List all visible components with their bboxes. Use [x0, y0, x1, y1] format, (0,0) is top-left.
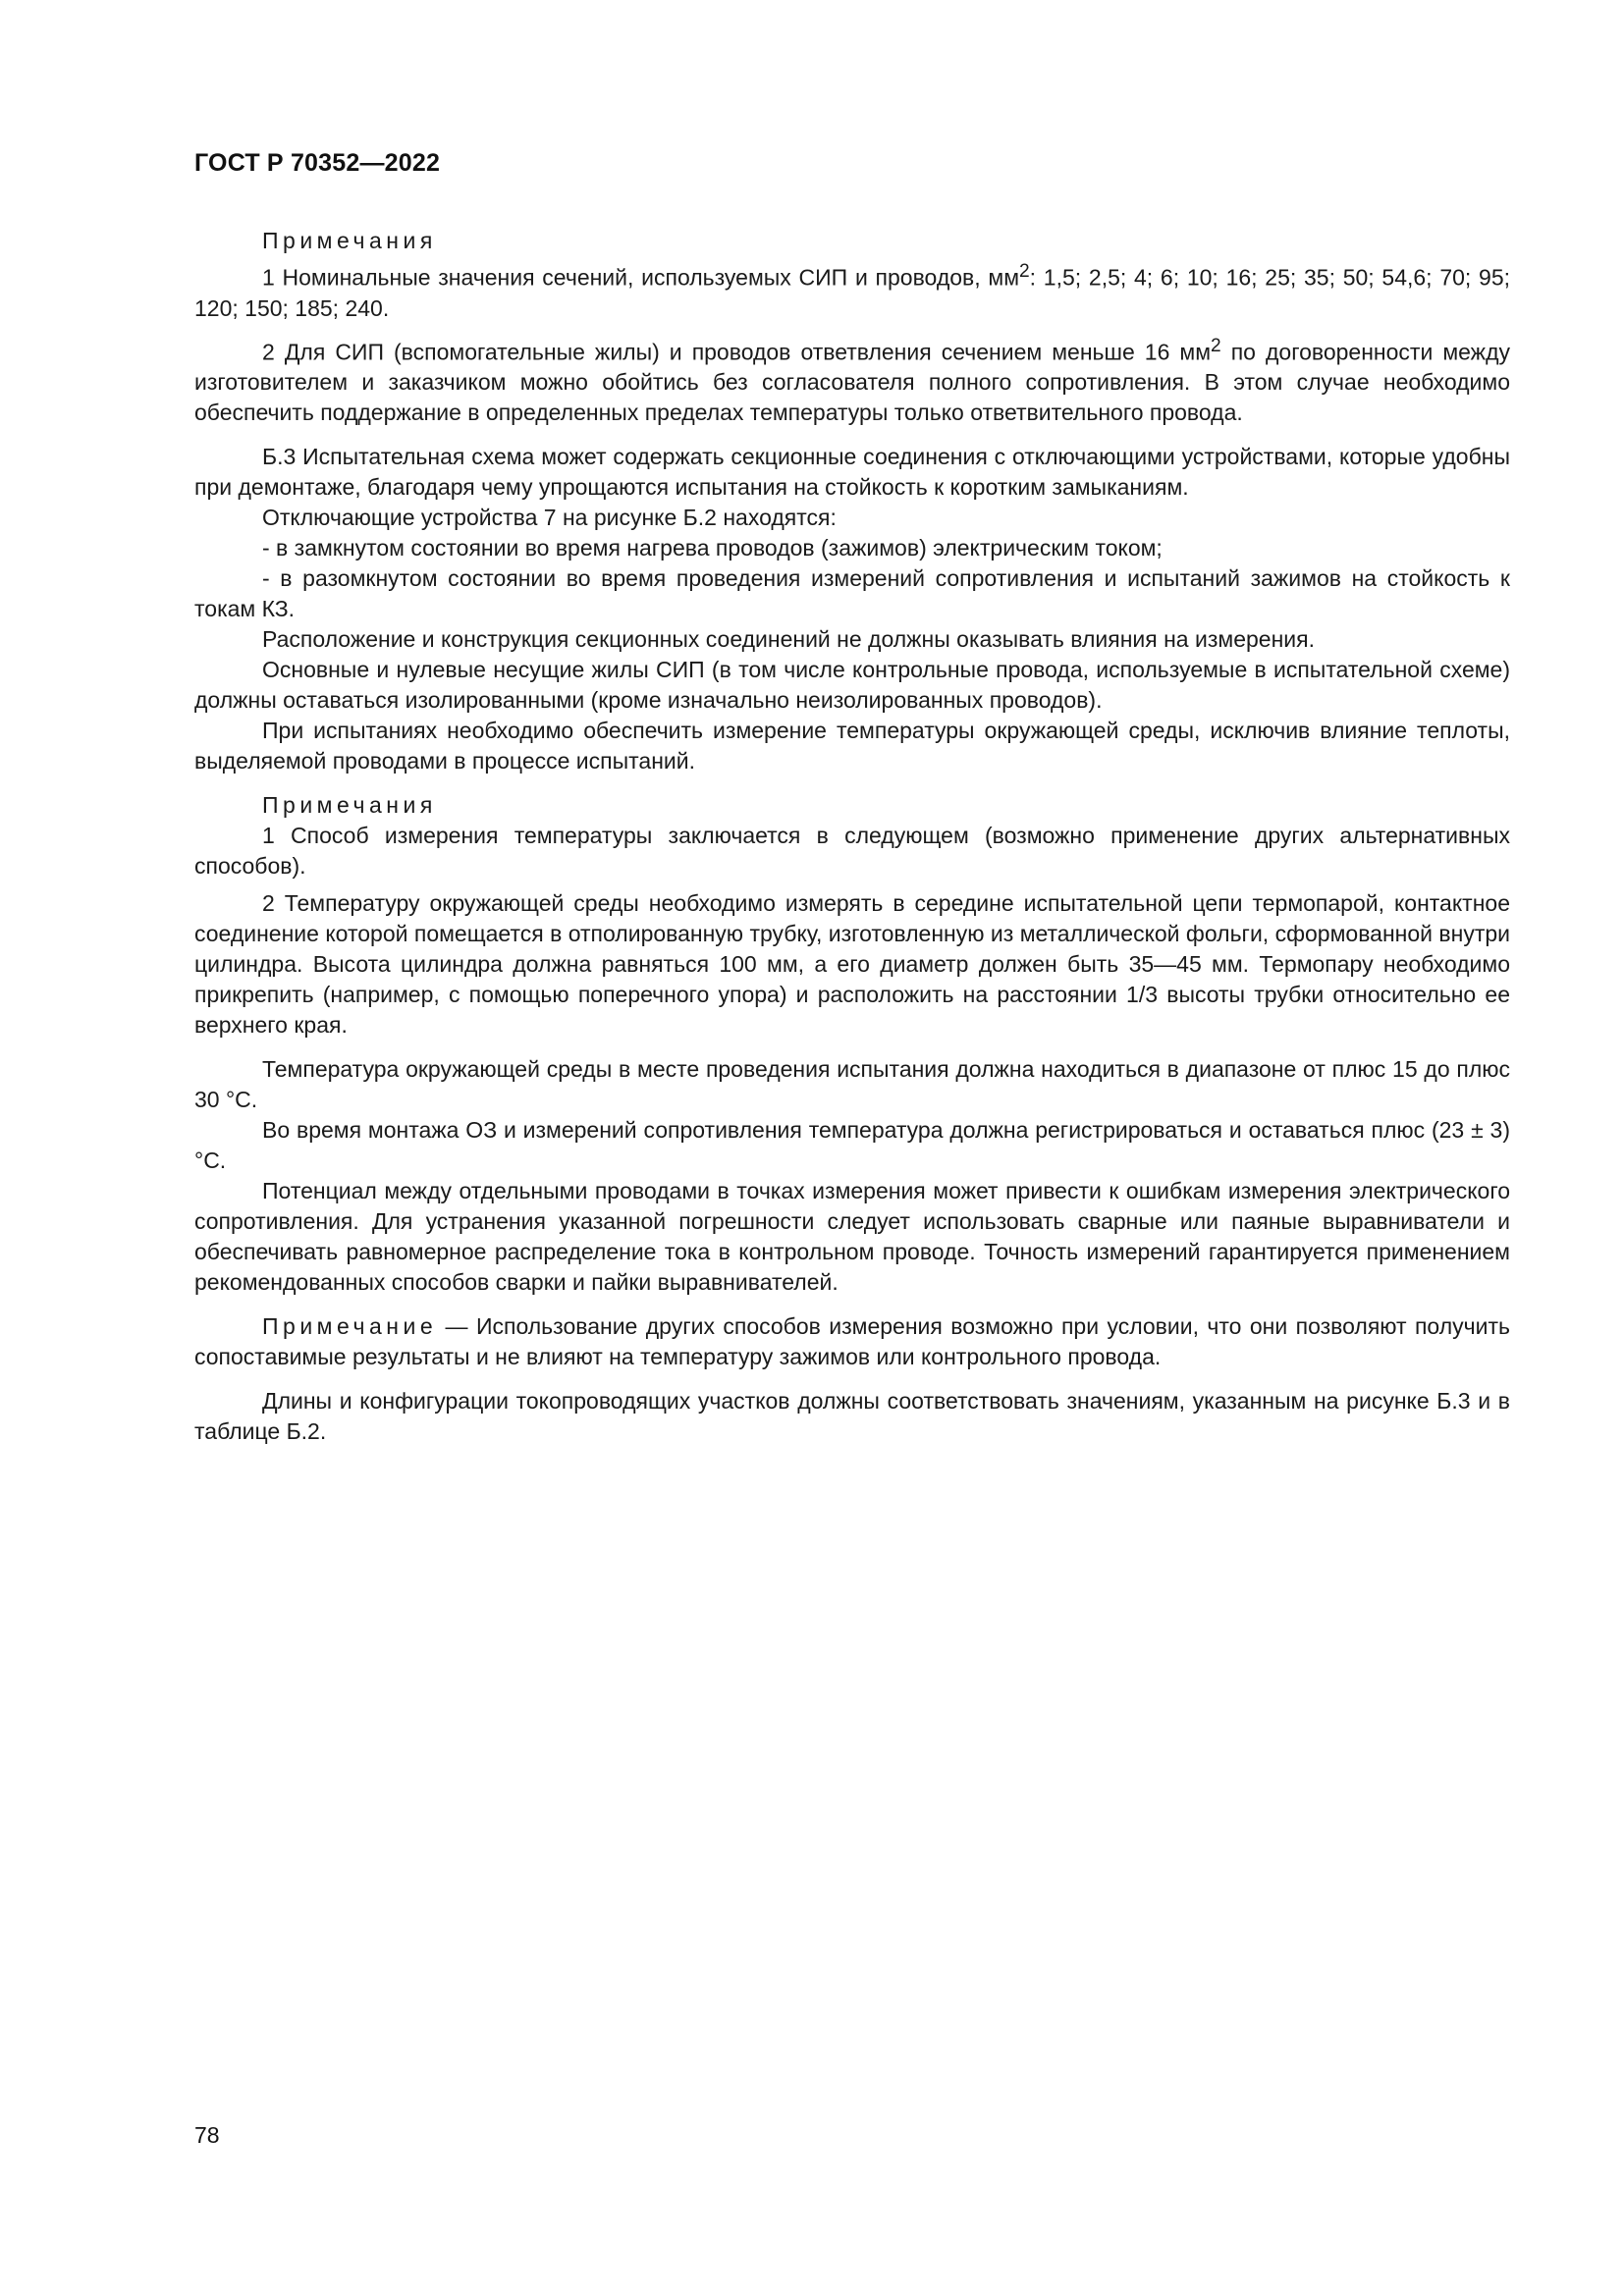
paragraph: Во время монтажа ОЗ и измерений сопротивления температура должна регистрироваться и оставаться плюс (23 ± 3) °C.: [194, 1117, 1510, 1174]
note-text: — Использование других способов измерения возможно при условии, что они позволяют получить сопоставимые результаты и не влияют на температуру зажимов или контрольного провода.: [194, 1313, 1510, 1370]
note-text: 2 Для СИП (вспомогательные жилы) и проводов ответвления сечением меньше 16 мм: [262, 339, 1212, 365]
note-text: 1 Номинальные значения сечений, используемых СИП и проводов, мм: [262, 264, 1020, 291]
note-item: [194, 256, 1510, 324]
paragraph: Температура окружающей среды в месте проведения испытания должна находиться в диапазоне от плюс 15 до плюс 30 °C.: [194, 1056, 1510, 1113]
document-body: [194, 226, 1510, 1447]
list-item: - в замкнутом состоянии во время нагрева проводов (зажимов) электрическим током;: [262, 535, 1163, 561]
note-item: [194, 331, 1510, 429]
note-inline: [194, 1311, 1510, 1372]
paragraph: Потенциал между отдельными проводами в точках измерения может привести к ошибкам измерения электрического сопротивления. Для устранения указанной погрешности следует использовать сварные или паяные выравниватели и обеспечивать равномерное распределение тока в контрольном проводе. Точность измерений гарантируется применением рекомендованных способов сварки и пайки выравнивателей.: [194, 1178, 1510, 1296]
paragraph: Б.3 Испытательная схема может содержать секционные соединения с отключающими устройствами, которые удобны при демонтаже, благодаря чему упрощаются испытания на стойкость к коротким замыканиям.: [194, 444, 1510, 501]
paragraph: Расположение и конструкция секционных соединений не должны оказывать влияния на измерения.: [262, 626, 1315, 653]
note-item: 2 Температуру окружающей среды необходимо измерять в середине испытательной цепи термопарой, контактное соединение которой помещается в отполированную трубку, изготовленную из металлической фольги, сформованной внутри цилиндра. Высота цилиндра должна равняться 100 мм, а его диаметр должен быть 35—45 мм. Термопару необходимо прикрепить (например, с помощью поперечного упора) и расположить на расстоянии 1/3 высоты трубки относительно ее верхнего края.: [194, 890, 1510, 1039]
superscript: 2: [1211, 335, 1221, 356]
notes-heading: Примечания: [262, 792, 437, 819]
superscript: 2: [1019, 261, 1030, 282]
paragraph: Отключающие устройства 7 на рисунке Б.2 находятся:: [262, 505, 837, 531]
paragraph: Основные и нулевые несущие жилы СИП (в том числе контрольные провода, используемые в испытательной схеме) должны оставаться изолированными (кроме изначально неизолированных проводов).: [194, 657, 1510, 714]
notes-heading: Примечания: [262, 228, 437, 253]
note-label: Примечание: [262, 1313, 438, 1340]
note-text: : 1,5; 2,5; 4; 6; 10; 16; 25; 35; 50; 54,6; 70; 95; 120; 150; 185; 240.: [194, 264, 1511, 321]
paragraph: При испытаниях необходимо обеспечить измерение температуры окружающей среды, исключив влияние теплоты, выделяемой проводами в процессе испытаний.: [194, 718, 1510, 774]
note-text: по договоренности между изготовителем и заказчиком можно обойтись без согласователя полного сопротивления. В этом случае необходимо обеспечить поддержание в определенных пределах температуры только ответвительного провода.: [194, 339, 1510, 426]
paragraph: Длины и конфигурации токопроводящих участков должны соответствовать значениям, указанным на рисунке Б.3 и в таблице Б.2.: [194, 1388, 1510, 1445]
list-item: - в разомкнутом состоянии во время проведения измерений сопротивления и испытаний зажимов на стойкость к токам КЗ.: [194, 565, 1510, 622]
document-header: ГОСТ Р 70352—2022: [194, 149, 441, 177]
page-number: 78: [194, 2122, 220, 2148]
note-item: 1 Способ измерения температуры заключается в следующем (возможно применение других альтернативных способов).: [194, 823, 1510, 880]
